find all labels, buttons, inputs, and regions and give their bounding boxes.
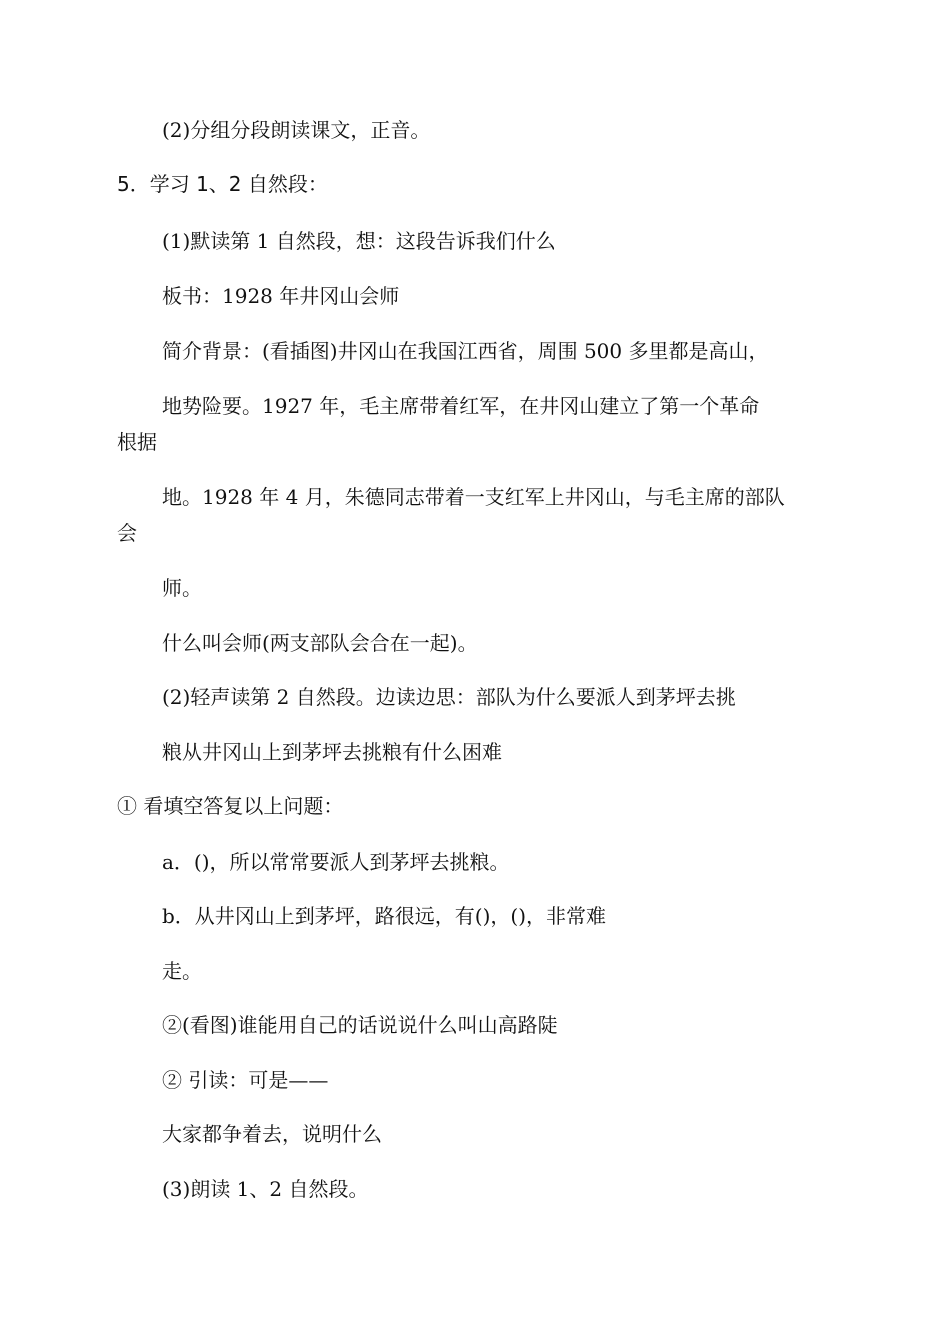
paragraph-line: 会 xyxy=(117,521,137,545)
paragraph-line: (1)默读第 1 自然段，想：这段告诉我们什么 xyxy=(162,229,556,253)
paragraph-line: 师。 xyxy=(162,576,202,600)
paragraph-line: (3)朗读 1、2 自然段。 xyxy=(162,1177,369,1201)
list-item: ① 看填空答复以上问题： xyxy=(117,794,344,818)
paragraph-line: (2)分组分段朗读课文，正音。 xyxy=(162,118,431,142)
list-item: a．()，所以常常要派人到茅坪去挑粮。 xyxy=(162,850,510,874)
list-item: b．从井冈山上到茅坪，路很远，有()，()，非常难 xyxy=(162,904,607,928)
paragraph-line: 粮从井冈山上到茅坪去挑粮有什么困难 xyxy=(162,740,502,764)
paragraph-line: 走。 xyxy=(162,959,202,983)
paragraph-line: 什么叫会师(两支部队会合在一起)。 xyxy=(162,631,478,655)
paragraph-line: 简介背景：(看插图)井冈山在我国江西省，周围 500 多里都是高山， xyxy=(162,339,769,363)
paragraph-line: (2)轻声读第 2 自然段。边读边思：部队为什么要派人到茅坪去挑 xyxy=(162,685,736,709)
paragraph-line: 根据 xyxy=(117,430,157,454)
paragraph-line: 地势险要。1927 年，毛主席带着红军，在井冈山建立了第一个革命 xyxy=(162,394,760,418)
paragraph-line: 板书：1928 年井冈山会师 xyxy=(162,284,400,308)
paragraph-line: 地。1928 年 4 月，朱德同志带着一支红军上井冈山，与毛主席的部队 xyxy=(162,485,785,509)
list-item: ②(看图)谁能用自己的话说说什么叫山高路陡 xyxy=(162,1013,558,1037)
paragraph-line: 大家都争着去，说明什么 xyxy=(162,1122,382,1146)
section-heading: 5．学习 1、2 自然段： xyxy=(117,172,328,196)
list-item: ② 引读：可是—— xyxy=(162,1068,329,1092)
